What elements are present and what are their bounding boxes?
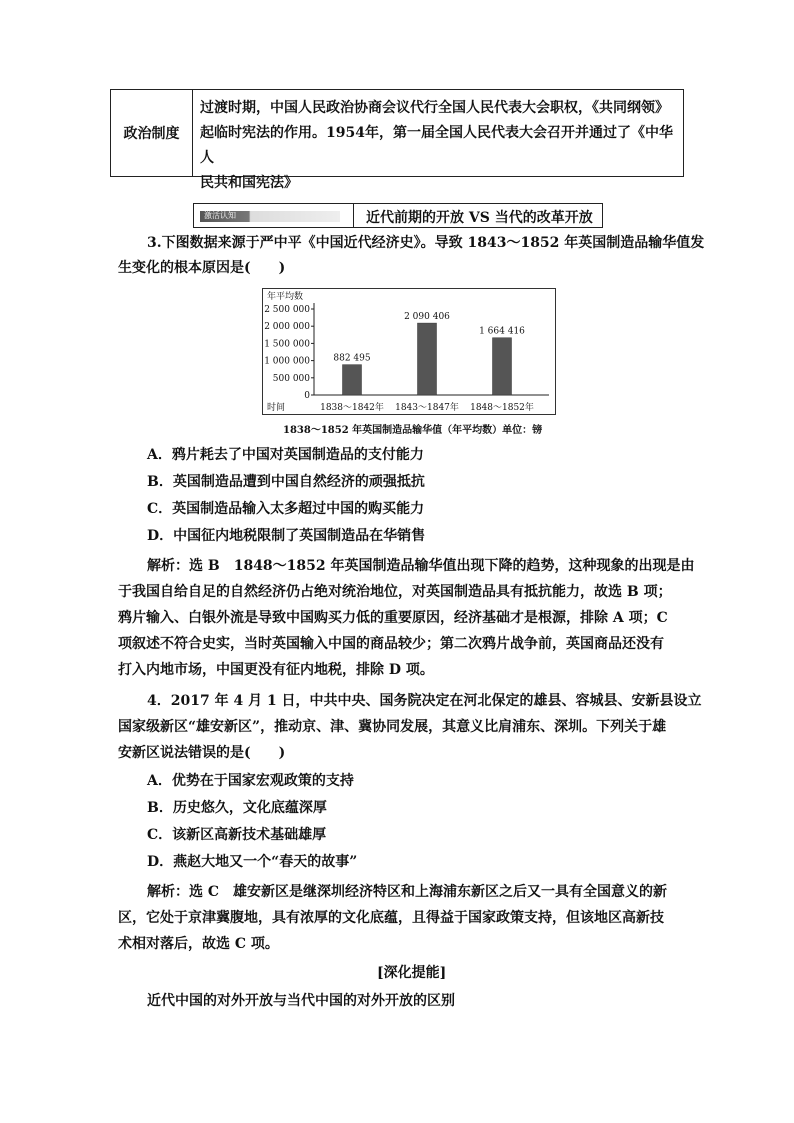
table-line: 起临时宪法的作用。1954年，第一届全国人民代表大会召开并通过了《中华人: [200, 125, 673, 166]
y-axis-label: 年平均数: [267, 292, 304, 302]
q3-option-a: A．鸦片耗去了中国对英国制造品的支付能力: [147, 447, 424, 463]
q3-analysis-line: 项叙述不符合史实，当时英国输入中国的商品较少；第二次鸦片战争前，英国商品还没有: [118, 636, 664, 652]
section-divider: [353, 204, 354, 227]
q4-option-c: C．该新区高新技术基础雄厚: [147, 827, 327, 843]
q3-option-c: C．英国制造品输入太多超过中国的购买能力: [147, 501, 425, 517]
x-axis-label: 时间: [267, 403, 286, 413]
q4-option-b: B．历史悠久，文化底蕴深厚: [147, 800, 327, 816]
q4-analysis-line: 术相对落后，故选 C 项。: [118, 936, 279, 952]
q3-analysis-line: 于我国自给自足的自然经济仍占绝对统治地位，对英国制造品具有抵抗能力，故选 B 项；: [118, 584, 672, 600]
q3-stem-line: 3.下图数据来源于严中平《中国近代经济史》。导致 1843～1852 年英国制造品输华值发: [147, 235, 705, 251]
y-tick-label: 0: [304, 391, 310, 401]
q3-option-b: B．英国制造品遭到中国自然经济的顽强抵抗: [147, 474, 425, 490]
y-tick-label: 1 000 000: [264, 356, 310, 367]
section-header: [193, 203, 603, 228]
bar-value-label: 1 664 416: [479, 326, 525, 337]
bar-chart-svg: [263, 289, 555, 414]
table-content: [200, 96, 680, 196]
bar: [418, 323, 437, 395]
q3-analysis-line: 打入内地市场，中国更没有征内地税，排除 D 项。: [118, 662, 434, 678]
y-tick-label: 2 000 000: [264, 322, 310, 333]
bar-chart: [262, 288, 556, 415]
q4-stem-line: 4．2017 年 4 月 1 日，中共中央、国务院决定在河北保定的雄县、容城县、安新县设立: [147, 693, 702, 709]
q4-analysis-line: 解析：选 C 雄安新区是继深圳经济特区和上海浦东新区之后又一具有全国意义的新: [147, 884, 668, 900]
y-tick-label: 1 500 000: [264, 339, 310, 350]
x-tick-label: 1843～1847年: [395, 403, 459, 413]
table-line: 过渡时期，中国人民政治协商会议代行全国人民代表大会职权，《共同纲领》: [200, 100, 669, 116]
section-tag: [200, 211, 340, 222]
table-line: 民共和国宪法》: [200, 175, 298, 191]
q4-option-d: D．燕赵大地又一个“春天的故事”: [147, 854, 358, 870]
table-label: 政治制度: [111, 90, 193, 176]
deepen-subtitle: 近代中国的对外开放与当代中国的对外开放的区别: [147, 993, 455, 1009]
q3-analysis-line: 解析：选 B 1848～1852 年英国制造品输华值出现下降的趋势，这种现象的出现是由: [147, 558, 695, 574]
section-title: 近代前期的开放 VS 当代的改革开放: [366, 210, 593, 226]
q3-stem-line: 生变化的根本原因是( ): [118, 260, 286, 276]
bar: [343, 365, 362, 395]
deepen-heading: [深化提能]: [377, 965, 447, 981]
q4-option-a: A．优势在于国家宏观政策的支持: [147, 773, 354, 789]
policy-table: [110, 89, 684, 191]
y-tick-label: 500 000: [272, 373, 310, 384]
chart-title: 1838～1852 年英国制造品输华值（年平均数）单位：镑: [283, 425, 543, 436]
q3-option-d: D．中国征内地税限制了英国制造品在华销售: [147, 528, 426, 544]
bar: [493, 338, 512, 395]
x-tick-label: 1838～1842年: [320, 403, 384, 413]
q4-stem-line: 安新区说法错误的是( ): [118, 745, 286, 761]
q3-analysis-line: 鸦片输入、白银外流是导致中国购买力低的重要原因，经济基础才是根源，排除 A 项；C: [118, 610, 668, 626]
section-tag-label: 激活认知: [204, 211, 236, 220]
x-tick-label: 1848～1852年: [470, 403, 534, 413]
bar-value-label: 882 495: [333, 353, 371, 364]
q4-stem-line: 国家级新区“雄安新区”，推动京、津、冀协同发展，其意义比肩浦东、深圳。下列关于雄: [118, 719, 667, 735]
q4-analysis-line: 区，它处于京津冀腹地，具有浓厚的文化底蕴，且得益于国家政策支持，但该地区高新技: [118, 910, 664, 926]
y-tick-label: 2 500 000: [264, 305, 310, 315]
bar-value-label: 2 090 406: [404, 312, 450, 323]
